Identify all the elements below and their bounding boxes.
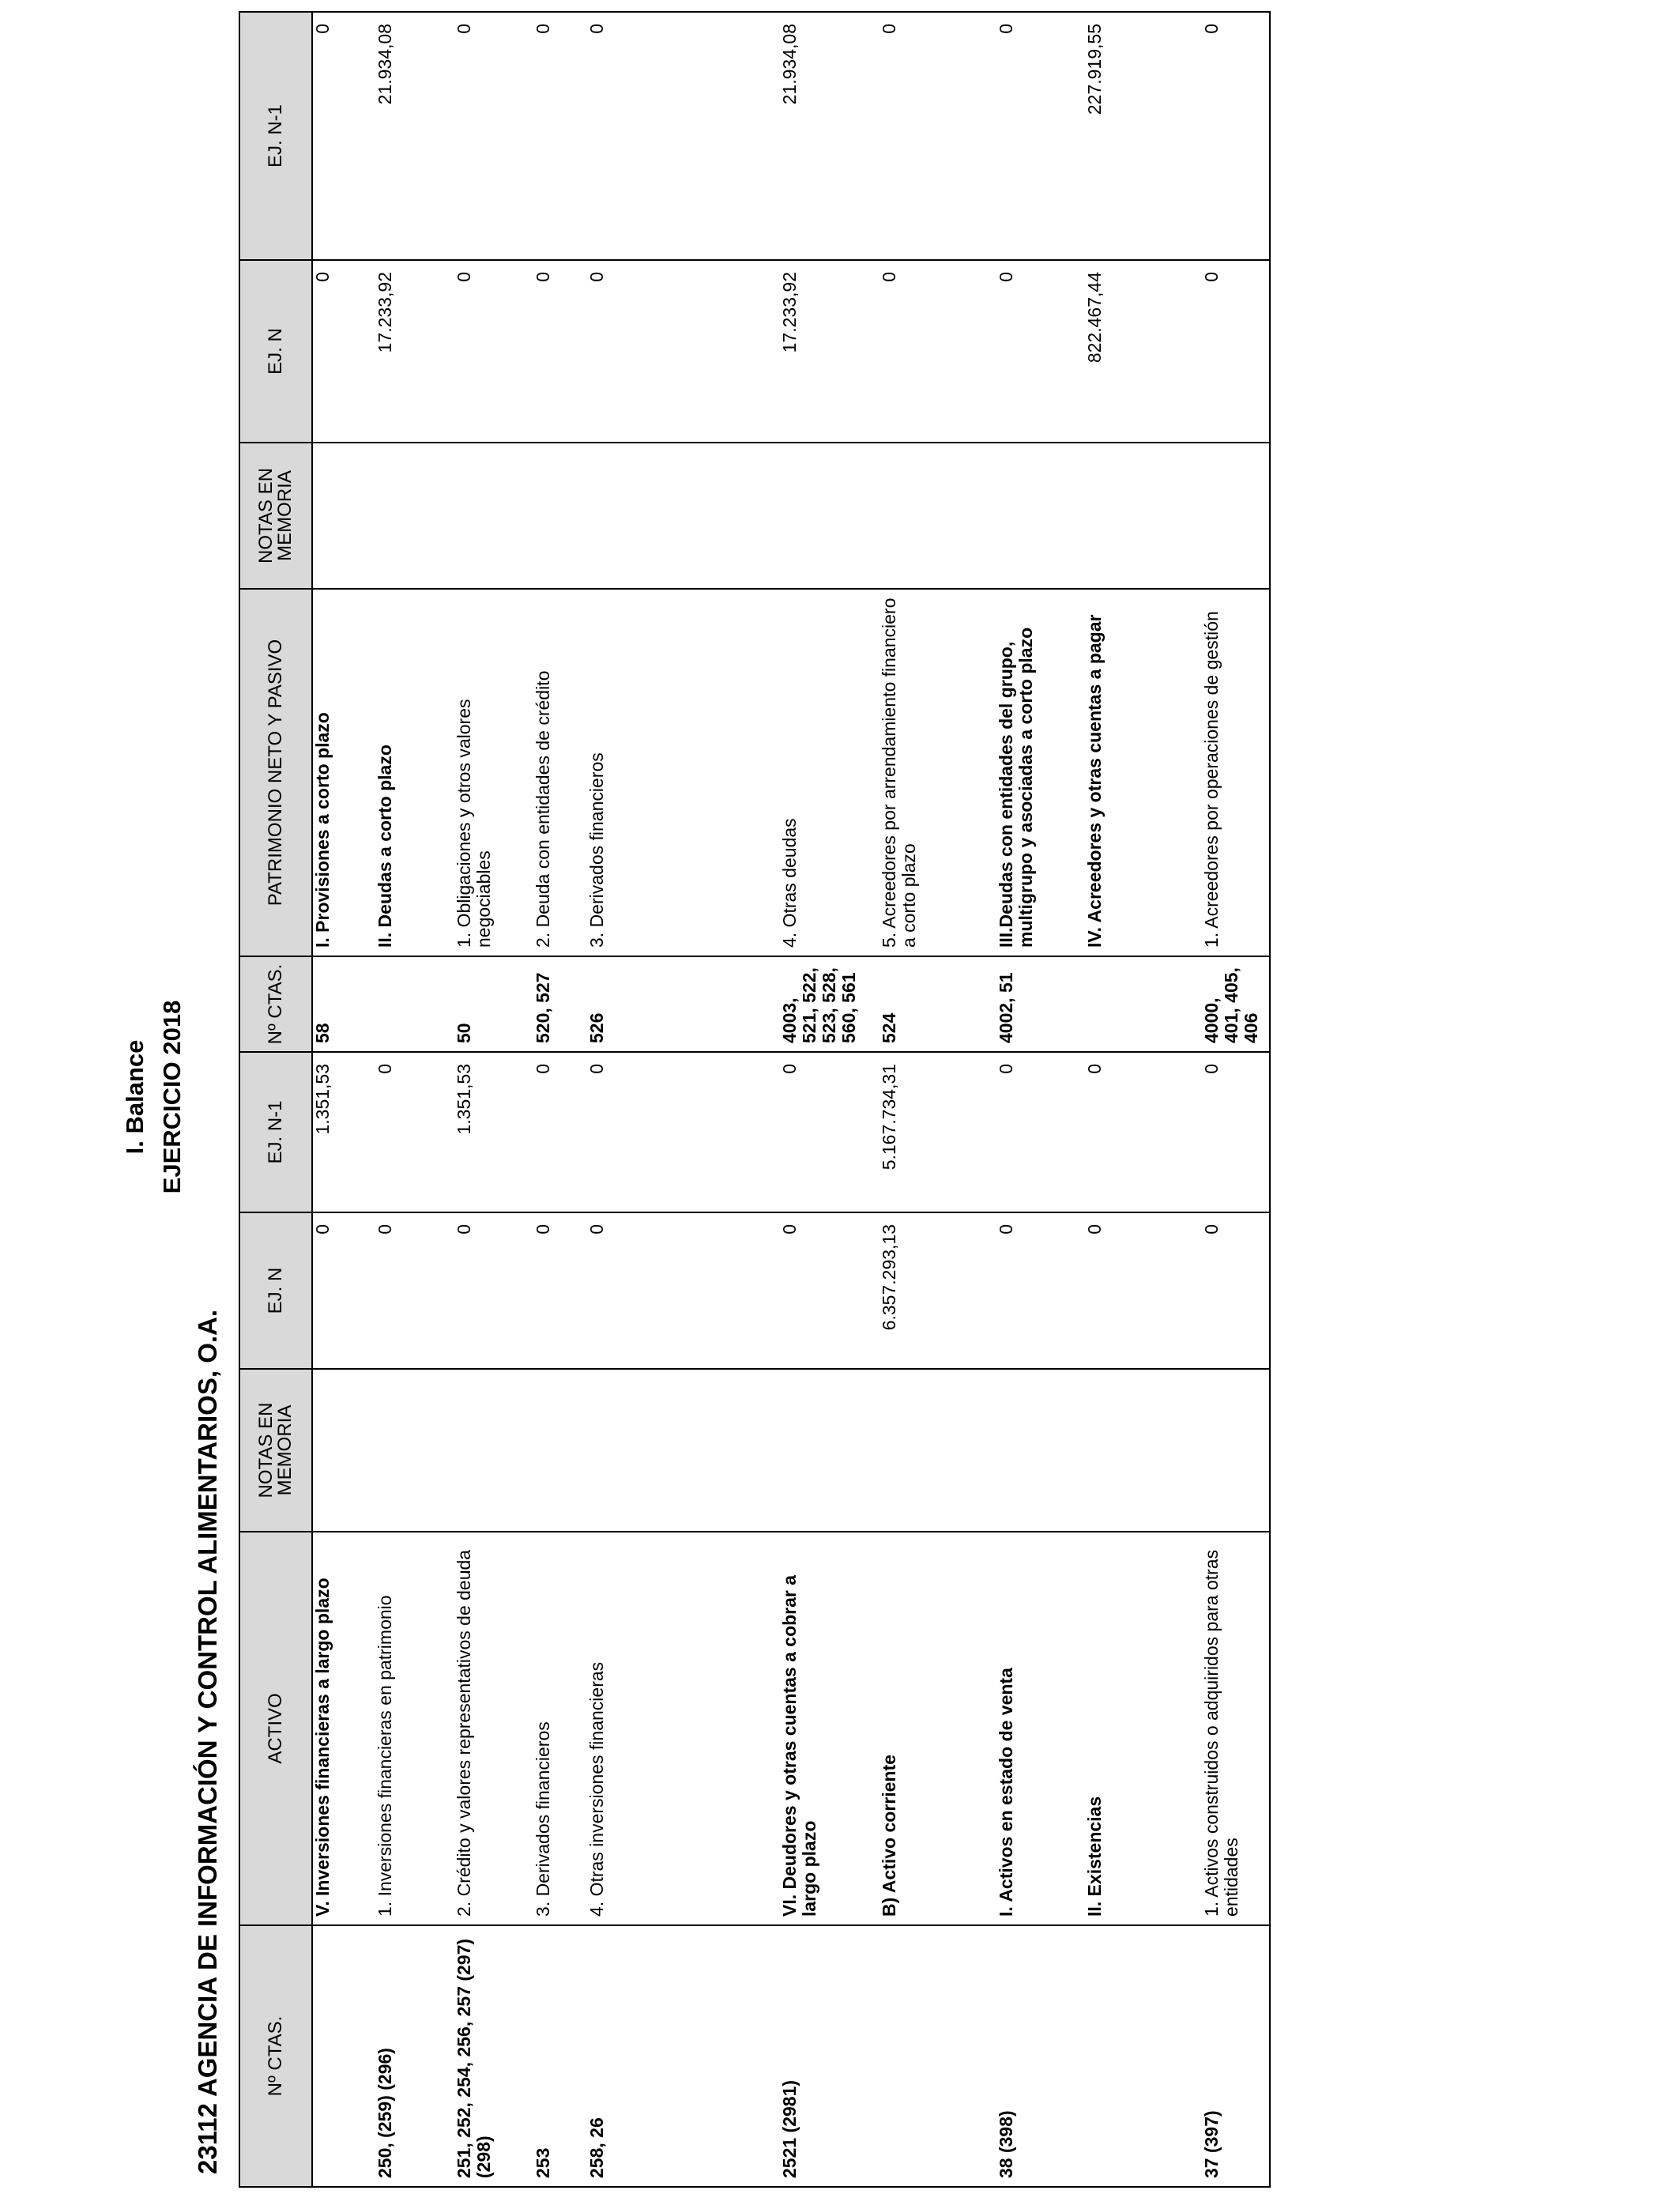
activo-cuentas: 37 (397) xyxy=(1202,1925,1270,2187)
pasivo-concepto: 2. Deuda con entidades de crédito xyxy=(533,589,587,956)
activo-ej-n: 0 xyxy=(454,1212,533,1369)
pasivo-ej-n1: 0 xyxy=(996,12,1085,260)
pasivo-concepto: 4. Otras deudas xyxy=(780,589,880,956)
pasivo-notas xyxy=(454,443,533,589)
activo-ej-n: 0 xyxy=(996,1212,1085,1369)
activo-ej-n1: 0 xyxy=(375,1052,454,1212)
activo-notas xyxy=(533,1369,587,1532)
pasivo-cuentas: 4002, 51 xyxy=(996,956,1085,1052)
activo-cuentas: 2521 (2981) xyxy=(780,1925,880,2187)
activo-ej-n1: 0 xyxy=(996,1052,1085,1212)
pasivo-ej-n1: 0 xyxy=(880,12,996,260)
activo-concepto: 2. Crédito y valores representativos de deuda xyxy=(454,1532,533,1925)
pasivo-cuentas: 50 xyxy=(454,956,533,1052)
pasivo-concepto: 1. Acreedores por operaciones de gestión xyxy=(1202,589,1270,956)
pasivo-cuentas xyxy=(1085,956,1202,1052)
activo-notas xyxy=(1202,1369,1270,1532)
activo-concepto: II. Existencias xyxy=(1085,1532,1202,1925)
pasivo-ej-n1: 0 xyxy=(1202,12,1270,260)
pasivo-cuentas: 58 xyxy=(312,956,375,1052)
header-cell: Nº CTAS. xyxy=(239,1925,312,2187)
activo-cuentas xyxy=(880,1925,996,2187)
table-row xyxy=(587,12,780,2187)
activo-cuentas: 258, 26 xyxy=(587,1925,780,2187)
pasivo-ej-n: 0 xyxy=(587,260,780,443)
pasivo-concepto: II. Deudas a corto plazo xyxy=(375,589,454,956)
report-entity: 23112 AGENCIA DE INFORMACIÓN Y CONTROL ALIMENTARIOS, O.A. xyxy=(193,1309,222,2174)
pasivo-notas xyxy=(780,443,880,589)
pasivo-cuentas: 4000, 401, 405, 406 xyxy=(1202,956,1270,1052)
activo-ej-n1: 5.167.734,31 xyxy=(880,1052,996,1212)
pasivo-cuentas: 526 xyxy=(587,956,780,1052)
table-row xyxy=(454,12,533,2187)
header-cell: EJ. N-1 xyxy=(239,1052,312,1212)
pasivo-concepto: 5. Acreedores por arrendamiento financiero a corto plazo xyxy=(880,589,996,956)
activo-ej-n: 0 xyxy=(533,1212,587,1369)
pasivo-notas xyxy=(587,443,780,589)
pasivo-ej-n1: 0 xyxy=(454,12,533,260)
pasivo-ej-n: 0 xyxy=(533,260,587,443)
table-row xyxy=(880,12,996,2187)
activo-concepto: I. Activos en estado de venta xyxy=(996,1532,1085,1925)
pasivo-concepto: III.Deudas con entidades del grupo, multigrupo y asociadas a corto plazo xyxy=(996,589,1085,956)
activo-concepto: 1. Inversiones financieras en patrimonio xyxy=(375,1532,454,1925)
pasivo-ej-n: 0 xyxy=(1202,260,1270,443)
header-cell: EJ. N xyxy=(239,260,312,443)
header-cell: EJ. N-1 xyxy=(239,12,312,260)
table-body xyxy=(312,12,1270,2187)
activo-ej-n: 0 xyxy=(1085,1212,1202,1369)
pasivo-ej-n1: 21.934,08 xyxy=(375,12,454,260)
pasivo-concepto: I. Provisiones a corto plazo xyxy=(312,589,375,956)
pasivo-ej-n1: 0 xyxy=(312,12,375,260)
activo-cuentas: 251, 252, 254, 256, 257 (297) (298) xyxy=(454,1925,533,2187)
activo-ej-n: 0 xyxy=(312,1212,375,1369)
activo-ej-n: 6.357.293,13 xyxy=(880,1212,996,1369)
pasivo-notas xyxy=(996,443,1085,589)
activo-notas xyxy=(587,1369,780,1532)
pasivo-ej-n: 0 xyxy=(880,260,996,443)
header-cell: NOTAS EN MEMORIA xyxy=(239,443,312,589)
activo-notas xyxy=(880,1369,996,1532)
activo-notas xyxy=(780,1369,880,1532)
table-row xyxy=(375,12,454,2187)
activo-ej-n: 0 xyxy=(375,1212,454,1369)
header-row xyxy=(239,12,312,2187)
table-row xyxy=(780,12,880,2187)
table-row xyxy=(1085,12,1202,2187)
pasivo-notas xyxy=(880,443,996,589)
activo-notas xyxy=(996,1369,1085,1532)
pasivo-notas xyxy=(1085,443,1202,589)
header-cell: NOTAS EN MEMORIA xyxy=(239,1369,312,1532)
activo-ej-n: 0 xyxy=(1202,1212,1270,1369)
table-row xyxy=(1202,12,1270,2187)
pasivo-ej-n: 822.467,44 xyxy=(1085,260,1202,443)
activo-notas xyxy=(1085,1369,1202,1532)
header-cell: PATRIMONIO NETO Y PASIVO xyxy=(239,589,312,956)
table-row xyxy=(533,12,587,2187)
activo-cuentas: 250, (259) (296) xyxy=(375,1925,454,2187)
pasivo-notas xyxy=(312,443,375,589)
pasivo-ej-n1: 21.934,08 xyxy=(780,12,880,260)
table-row xyxy=(312,12,375,2187)
activo-notas xyxy=(375,1369,454,1532)
activo-concepto: B) Activo corriente xyxy=(880,1532,996,1925)
pasivo-ej-n: 0 xyxy=(312,260,375,443)
activo-ej-n: 0 xyxy=(780,1212,880,1369)
activo-cuentas: 253 xyxy=(533,1925,587,2187)
pasivo-cuentas xyxy=(375,956,454,1052)
table-row xyxy=(996,12,1085,2187)
activo-cuentas: 38 (398) xyxy=(996,1925,1085,2187)
activo-concepto: V. Inversiones financieras a largo plazo xyxy=(312,1532,375,1925)
pasivo-concepto: 3. Derivados financieros xyxy=(587,589,780,956)
activo-ej-n1: 1.351,53 xyxy=(454,1052,533,1212)
activo-ej-n1: 0 xyxy=(533,1052,587,1212)
pasivo-notas xyxy=(1202,443,1270,589)
pasivo-notas xyxy=(375,443,454,589)
activo-cuentas xyxy=(1085,1925,1202,2187)
pasivo-notas xyxy=(533,443,587,589)
pasivo-ej-n1: 0 xyxy=(533,12,587,260)
activo-concepto: 1. Activos construidos o adquiridos para otras entidades xyxy=(1202,1532,1270,1925)
pasivo-ej-n1: 227.919,55 xyxy=(1085,12,1202,260)
activo-ej-n1: 0 xyxy=(780,1052,880,1212)
pasivo-concepto: IV. Acreedores y otras cuentas a pagar xyxy=(1085,589,1202,956)
activo-ej-n1: 0 xyxy=(587,1052,780,1212)
pasivo-cuentas: 520, 527 xyxy=(533,956,587,1052)
balance-table xyxy=(239,11,1271,2188)
activo-ej-n1: 0 xyxy=(1085,1052,1202,1212)
activo-ej-n1: 1.351,53 xyxy=(312,1052,375,1212)
pasivo-ej-n: 0 xyxy=(454,260,533,443)
pasivo-ej-n: 0 xyxy=(996,260,1085,443)
activo-notas xyxy=(454,1369,533,1532)
report-title: I. Balance xyxy=(121,1039,149,1155)
report-exercise: EJERCICIO 2018 xyxy=(158,1000,186,1194)
header-cell: Nº CTAS. xyxy=(239,956,312,1052)
activo-ej-n1: 0 xyxy=(1202,1052,1270,1212)
pasivo-cuentas: 4003, 521, 522, 523, 528, 560, 561 xyxy=(780,956,880,1052)
pasivo-ej-n: 17.233,92 xyxy=(375,260,454,443)
activo-concepto: 4. Otras inversiones financieras xyxy=(587,1532,780,1925)
header-cell: EJ. N xyxy=(239,1212,312,1369)
pasivo-ej-n1: 0 xyxy=(587,12,780,260)
pasivo-cuentas: 524 xyxy=(880,956,996,1052)
header-cell: ACTIVO xyxy=(239,1532,312,1925)
activo-cuentas xyxy=(312,1925,375,2187)
activo-notas xyxy=(312,1369,375,1532)
activo-concepto: VI. Deudores y otras cuentas a cobrar a largo plazo xyxy=(780,1532,880,1925)
pasivo-ej-n: 17.233,92 xyxy=(780,260,880,443)
activo-concepto: 3. Derivados financieros xyxy=(533,1532,587,1925)
activo-ej-n: 0 xyxy=(587,1212,780,1369)
pasivo-concepto: 1. Obligaciones y otros valores negociables xyxy=(454,589,533,956)
